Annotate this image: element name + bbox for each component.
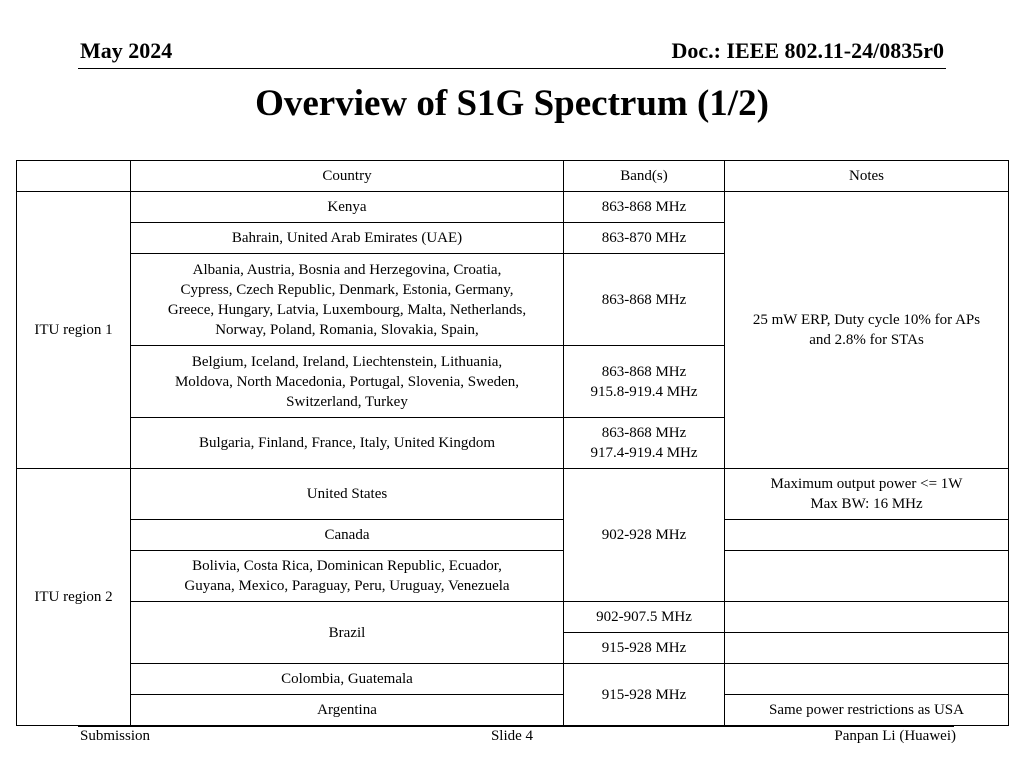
country-cell: United States [131,469,564,520]
band-line: 915.8-919.4 MHz [590,383,698,400]
notes-line: and 2.8% for STAs [809,332,924,348]
footer-slide-number: Slide 4 [490,728,534,744]
header-divider [78,68,946,69]
country-cell: Colombia, Guatemala [131,664,564,695]
notes-cell [725,520,1009,551]
band-line: 863-868 MHz [601,363,687,380]
country-line: Albania, Austria, Bosnia and Herzegovina, Croatia, [192,261,502,278]
country-line: Guyana, Mexico, Paraguay, Peru, Uruguay, Venezuela [184,578,510,594]
column-header-bands: Band(s) [564,161,725,192]
country-cell [131,254,564,346]
band-cell: 902-907.5 MHz [564,602,725,633]
slide-title: Overview of S1G Spectrum (1/2) [255,83,769,124]
footer-author: Panpan Li (Huawei) [834,728,956,744]
table-row [17,664,1009,695]
band-cell [564,346,725,418]
notes-cell [725,664,1009,695]
notes-cell [725,192,1009,469]
country-line: Moldova, North Macedonia, Portugal, Slovenia, Sweden, [174,373,520,390]
table-row [17,602,1009,633]
country-cell [131,346,564,418]
notes-cell [725,551,1009,602]
band-cell: 915-928 MHz [564,633,725,664]
column-header-country: Country [131,161,564,192]
spectrum-table [16,160,1009,726]
footer-submission: Submission [80,728,151,744]
notes-line: Maximum output power <= 1W [770,476,963,492]
band-cell: 863-868 MHz [564,192,725,223]
table-row [17,520,1009,551]
country-cell: Canada [131,520,564,551]
country-line: Belgium, Iceland, Ireland, Liechtenstein, Lithuania, [191,353,503,370]
header-doc-id: Doc.: IEEE 802.11-24/0835r0 [671,38,944,63]
notes-cell [725,602,1009,633]
country-line: Norway, Poland, Romania, Slovakia, Spain, [215,321,479,338]
header-date: May 2024 [80,38,173,63]
notes-cell: Same power restrictions as USA [725,695,1009,726]
country-line: Cypress, Czech Republic, Denmark, Estonia, Germany, [180,281,514,298]
country-cell: Argentina [131,695,564,726]
country-cell: Brazil [131,602,564,664]
column-header-region [17,161,131,192]
country-cell: Bahrain, United Arab Emirates (UAE) [131,223,564,254]
notes-cell [725,469,1009,520]
band-line: 863-868 MHz [601,425,687,441]
region-cell: ITU region 2 [17,469,131,726]
footer-divider [78,726,954,727]
band-cell [564,418,725,469]
band-cell: 915-928 MHz [564,664,725,726]
band-cell: 902-928 MHz [564,469,725,602]
country-line: Greece, Hungary, Latvia, Luxembourg, Malta, Netherlands, [167,301,527,318]
notes-line: Max BW: 16 MHz [810,496,923,512]
table-row [17,551,1009,602]
notes-line: 25 mW ERP, Duty cycle 10% for APs [752,312,981,328]
table-row [17,192,1009,223]
country-cell: Kenya [131,192,564,223]
band-cell: 863-868 MHz [564,254,725,346]
band-cell: 863-870 MHz [564,223,725,254]
region-cell: ITU region 1 [17,192,131,469]
country-line: Bolivia, Costa Rica, Dominican Republic, Ecuador, [192,558,502,574]
country-cell [131,551,564,602]
notes-cell [725,633,1009,664]
table-row [17,469,1009,520]
country-cell: Bulgaria, Finland, France, Italy, United Kingdom [131,418,564,469]
table-header-row [17,161,1009,192]
band-line: 917.4-919.4 MHz [590,445,698,461]
column-header-notes: Notes [725,161,1009,192]
table-row [17,695,1009,726]
country-line: Switzerland, Turkey [286,393,408,410]
